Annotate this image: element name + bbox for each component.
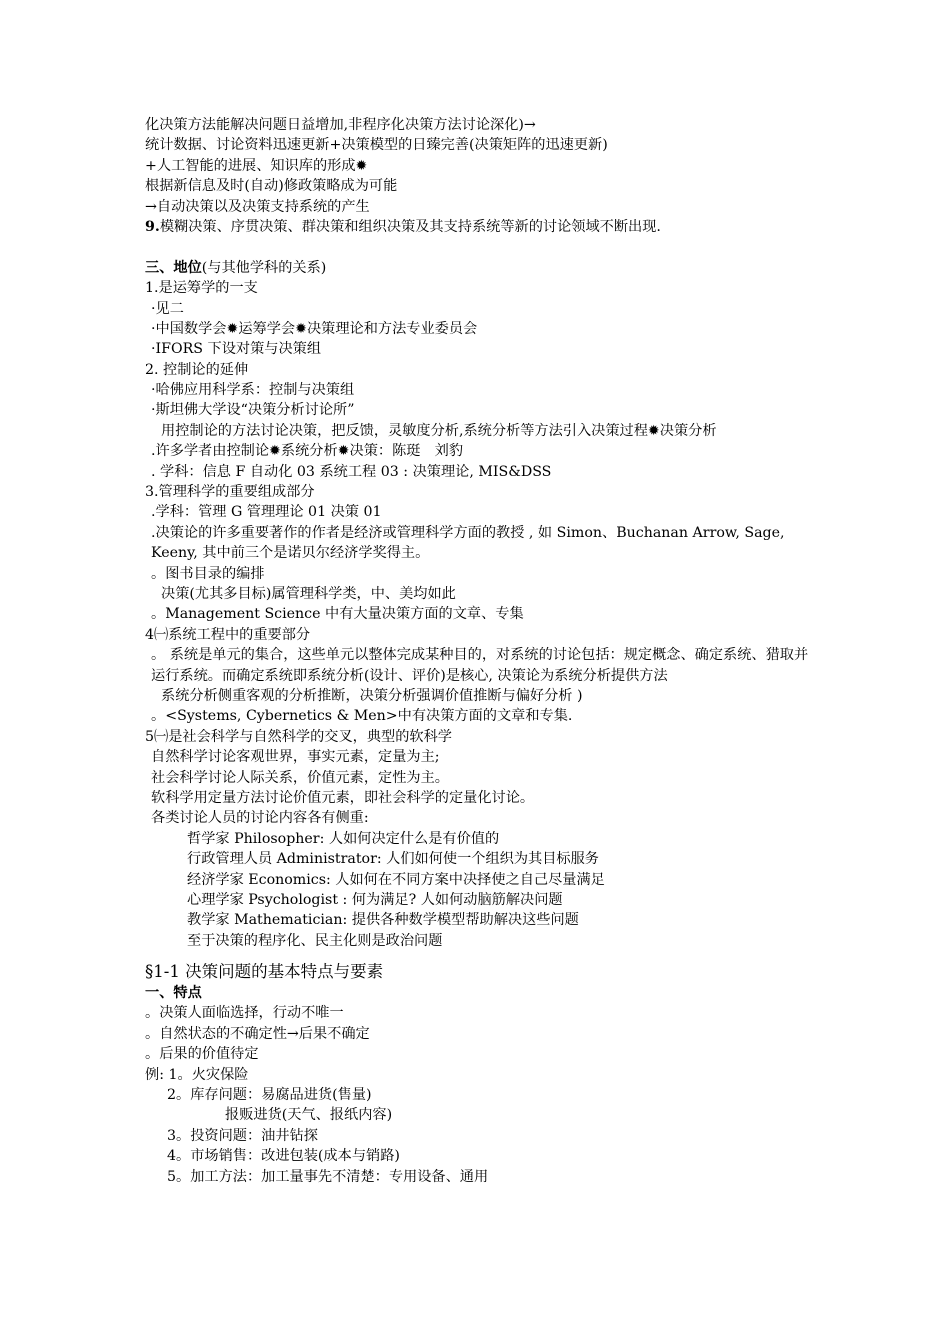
text-line <box>145 462 815 482</box>
text-line <box>145 1167 815 1187</box>
line-text: →自动决策以及决策支持系统的产生 <box>145 198 370 215</box>
blank-line <box>145 237 815 257</box>
section-heading: §1-1 决策问题的基本特点与要素 <box>145 962 384 982</box>
text-line <box>145 1126 815 1146</box>
line-text: 3.管理科学的重要组成部分 <box>145 484 315 501</box>
line-text: 行政管理人员 Administrator: 人们如何使一个组织为其目标服务 <box>187 851 599 868</box>
text-line <box>145 115 815 135</box>
line-text: 心理学家 Psychologist : 何为满足? 人如何动脑筋解决问题 <box>187 891 563 908</box>
text-line <box>145 645 815 686</box>
line-text: 。决策人面临选择，行动不唯一 <box>145 1005 344 1022</box>
line-text: 。 系统是单元的集合，这些单元以整体完成某种目的，对系统的讨论包括：规定概念、确定系统、猎取并运行系统。而确定系统即系统分析(设计、评价)是核心, 决策论为系统分析提供方法 <box>151 647 809 684</box>
line-text: .学科：管理 G 管理理论 01 决策 01 <box>151 504 382 521</box>
document-body <box>145 115 815 1187</box>
line-text: ·IFORS 下设对策与决策组 <box>151 341 322 358</box>
line-text: 经济学家 Economics: 人如何在不同方案中决择使之自己尽量满足 <box>187 871 605 888</box>
line-text: 。后果的价值待定 <box>145 1046 259 1063</box>
text-line <box>145 380 815 400</box>
line-text: 5㈠是社会科学与自然科学的交叉，典型的软科学 <box>145 728 452 745</box>
text-line <box>145 217 815 237</box>
text-line <box>145 625 815 645</box>
text-line <box>145 502 815 522</box>
line-text: 例: 1。火灾保险 <box>145 1066 249 1083</box>
text-line <box>145 1065 815 1085</box>
line-text: .决策论的许多重要著作的作者是经济或管理科学方面的教授 , 如 Simon、Buchanan Arrow, Sage, Keeny, 其中前三个是诺贝尔经济学奖得主。 <box>151 524 785 562</box>
line-text: 。Management Science 中有大量决策方面的文章、专集 <box>151 606 524 623</box>
line-text: 哲学家 Philosopher: 人如何决定什么是有价值的 <box>187 830 500 847</box>
line-text: 用控制论的方法讨论决策，把反馈，灵敏度分析,系统分析等方法引入决策过程✹决策分析 <box>161 422 717 439</box>
text-line <box>145 1003 815 1023</box>
text-line <box>145 156 815 176</box>
text-line <box>145 808 815 828</box>
line-text: ·斯坦佛大学设“决策分析讨论所” <box>151 402 355 419</box>
text-line <box>145 360 815 380</box>
line-text: 3。投资问题：油井钻探 <box>167 1127 318 1144</box>
text-line <box>145 1044 815 1064</box>
text-line <box>145 706 815 726</box>
text-line <box>145 197 815 217</box>
text-line <box>145 768 815 788</box>
line-text: ·中国数学会✹运筹学会✹决策理论和方法专业委员会 <box>151 320 478 337</box>
bold-text: 三、地位 <box>145 259 202 276</box>
line-text: 系统分析侧重客观的分析推断，决策分析强调价值推断与偏好分析 ) <box>161 688 583 705</box>
line-text: 根据新信息及时(自动)修政策略成为可能 <box>145 178 398 195</box>
text-line <box>145 727 815 747</box>
line-text: 报贩进货(天气、报纸内容) <box>225 1107 393 1124</box>
text-line <box>145 890 815 910</box>
bold-text: 9. <box>145 218 160 235</box>
line-text: 社会科学讨论人际关系，价值元素，定性为主。 <box>151 769 449 786</box>
text-line <box>145 849 815 869</box>
line-text: 1.是运筹学的一支 <box>145 280 258 297</box>
text-line <box>145 983 815 1003</box>
line-text: 4㈠系统工程中的重要部分 <box>145 626 311 643</box>
text-line <box>145 1146 815 1166</box>
text-line <box>145 176 815 196</box>
text-line <box>145 299 815 319</box>
line-text: 化决策方法能解决问题日益增加,非程序化决策方法讨论深化)→ <box>145 117 536 133</box>
line-text: 自然科学讨论客观世界，事实元素，定量为主; <box>151 749 440 766</box>
line-text: (与其他学科的关系) <box>201 259 327 276</box>
text-line <box>145 441 815 461</box>
text-line <box>145 400 815 420</box>
line-text: 4。市场销售：改进包装(成本与销路) <box>167 1148 400 1165</box>
text-line <box>145 135 815 155</box>
text-line <box>145 564 815 584</box>
line-text: 模糊决策、序贯决策、群决策和组织决策及其支持系统等新的讨论领域不断出现. <box>159 218 661 235</box>
line-text: 2. 控制论的延伸 <box>145 361 249 378</box>
line-text: .许多学者由控制论✹系统分析✹决策：陈珽 刘豹 <box>151 443 464 460</box>
line-text: 2。库存问题：易腐品进货(售量) <box>167 1087 372 1104</box>
line-text: 5。加工方法：加工量事先不清楚：专用设备、通用 <box>167 1168 489 1185</box>
line-text: 。自然状态的不确定性→后果不确定 <box>145 1025 370 1042</box>
text-line <box>145 523 815 564</box>
text-line <box>145 788 815 808</box>
text-line <box>145 278 815 298</box>
text-line <box>145 910 815 930</box>
line-text: 决策(尤其多目标)属管理科学类，中、美均如此 <box>161 586 456 603</box>
line-text: 。<Systems, Cybernetics & Men>中有决策方面的文章和专集. <box>151 708 573 725</box>
line-text: 至于决策的程序化、民主化则是政治问题 <box>187 932 443 949</box>
text-line <box>145 829 815 849</box>
line-text: 教学家 Mathematician: 提供各种数学模型帮助解决这些问题 <box>187 912 579 929</box>
text-line <box>145 1024 815 1044</box>
text-line <box>145 584 815 604</box>
text-line <box>145 870 815 890</box>
text-line <box>145 747 815 767</box>
line-text: 软科学用定量方法讨论价值元素，即社会科学的定量化讨论。 <box>151 789 535 806</box>
line-text: +人工智能的进展、知识库的形成✹ <box>145 157 368 174</box>
text-line <box>145 686 815 706</box>
text-line <box>145 604 815 624</box>
text-line <box>145 931 815 951</box>
text-line <box>145 258 815 278</box>
text-line <box>145 1105 815 1125</box>
line-text: 各类讨论人员的讨论内容各有侧重: <box>151 810 369 827</box>
text-line <box>145 1085 815 1105</box>
line-text: 。图书目录的编排 <box>151 565 265 582</box>
text-line <box>145 319 815 339</box>
text-line <box>145 421 815 441</box>
line-text: 统计数据、讨论资料迅速更新+决策模型的日臻完善(决策矩阵的迅速更新) <box>145 137 608 154</box>
line-text: ·哈佛应用科学系：控制与决策组 <box>151 382 355 399</box>
text-line <box>145 339 815 359</box>
line-text: . 学科：信息 F 自动化 03 系统工程 03 : 决策理论, MIS&DSS <box>151 463 552 480</box>
line-text: ·见二 <box>151 300 184 317</box>
bold-text: 一、特点 <box>145 985 202 1002</box>
text-line <box>145 482 815 502</box>
